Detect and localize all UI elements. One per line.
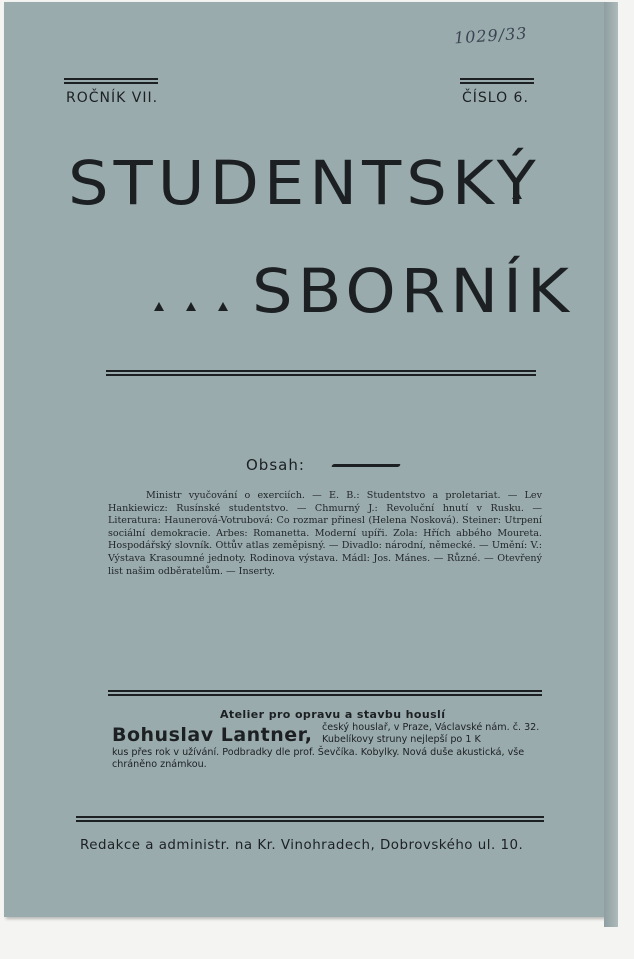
contents-dash xyxy=(331,464,401,467)
header-rule-left xyxy=(64,78,158,84)
header-rule-right xyxy=(460,78,534,84)
contents-text: Ministr vyučování o exerciích. — E. B.: Studentstvo a proletariat. — Lev Hankiewicz: Rusínské studentstvo. — Chmurný J.: Revoluční hnutí v Rusku. — Literatura: Haunerová-Votrubová: Co rozmar přinesl (Helena Nosková). Steiner: Utrpení sociální demokracie. Arbes: Romanetta. Moderní upíři. Zola: Hřích abbého Moureta. Hospodářský slovník. Ottův atlas zeměpisný. — Divadlo: národní, německé. — Umění: V.: Výstava Krasoumné jednoty. Rodinova výstava. Mádl: Jos. Mánes. — Různé. — Otevřený list našim odběratelům. — Inserty. xyxy=(108,490,542,577)
cover-spine xyxy=(604,2,618,927)
footer-address: Redakce a administr. na Kr. Vinohradech, Dobrovského ul. 10. xyxy=(80,838,524,853)
magazine-cover xyxy=(4,2,604,917)
advert-text-second: kus přes rok v užívání. Podbradky dle prof. Ševčíka. Kobylky. Nová duše akustická, vše chráněno známkou. xyxy=(112,747,525,770)
ornament-triangle xyxy=(218,302,228,311)
ornament-triangle xyxy=(512,190,522,199)
advert-name: Bohuslav Lantner, xyxy=(112,724,313,746)
ornament-triangle xyxy=(154,302,164,311)
issue-label: ČÍSLO 6. xyxy=(462,90,529,106)
title-rule xyxy=(106,370,536,376)
ornament-triangle xyxy=(186,302,196,311)
advert-text-first: český houslař, v Praze, Václavské nám. č. 32. Kubelíkovy struny nejlepší po 1 K xyxy=(322,722,540,745)
contents-heading: Obsah: xyxy=(246,456,305,474)
advert-rule-top xyxy=(108,690,542,696)
title-line-1: STUDENTSKÝ xyxy=(68,148,541,220)
footer-rule xyxy=(76,816,544,822)
advert-heading: Atelier pro opravu a stavbu houslí xyxy=(220,708,446,721)
title-line-2: SBORNÍK xyxy=(252,256,574,328)
handwritten-note: 1029/33 xyxy=(453,23,529,48)
volume-label: ROČNÍK VII. xyxy=(66,90,159,106)
